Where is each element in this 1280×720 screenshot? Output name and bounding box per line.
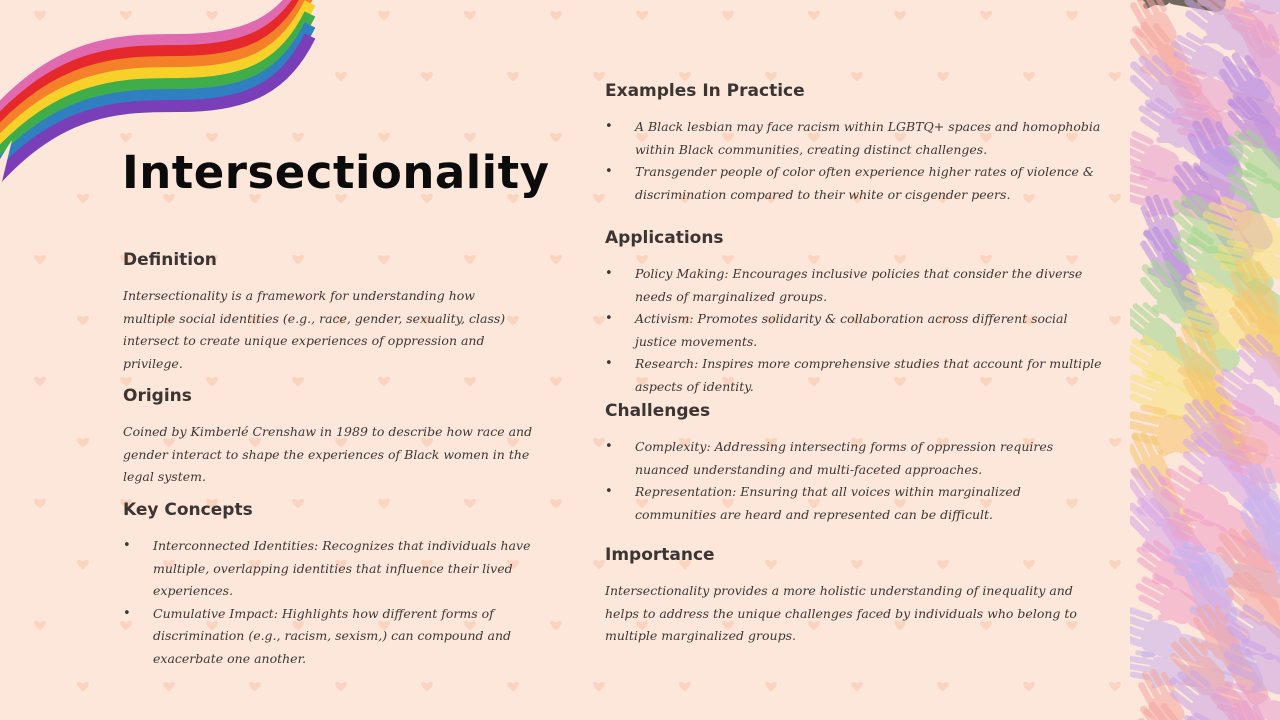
definition-heading: Definition — [123, 250, 217, 270]
list-item: • A Black lesbian may face racism within LGBTQ+ spaces and homophobia within Black communities, creating distinct challenges. — [605, 116, 1105, 161]
raised-hands-decoration — [1130, 0, 1280, 720]
definition-text: Intersectionality is a framework for understanding how multiple social identities (e.g., race, gender, sexuality, class) intersect to create unique experiences of oppression and privilege. — [123, 288, 506, 371]
challenges-list — [605, 436, 1105, 526]
challenges-heading: Challenges — [605, 401, 711, 421]
origins-heading: Origins — [123, 386, 192, 406]
applications-heading: Applications — [605, 228, 724, 248]
list-item: • Interconnected Identities: Recognizes that individuals have multiple, overlapping identities that influence their lived experiences. — [123, 535, 543, 603]
list-item: • Activism: Promotes solidarity & collaboration across different social justice movements. — [605, 308, 1110, 353]
list-item: • Transgender people of color often experience higher rates of violence & discrimination compared to their white or cisgender peers. — [605, 161, 1105, 206]
page-title: Intersectionality — [122, 146, 550, 199]
importance-heading: Importance — [605, 545, 715, 565]
key-concepts-list — [123, 535, 543, 670]
list-item: • Policy Making: Encourages inclusive policies that consider the diverse needs of marginalized groups. — [605, 263, 1110, 308]
examples-list — [605, 116, 1105, 206]
list-item: • Cumulative Impact: Highlights how different forms of discrimination (e.g., racism, sexism,) can compound and exacerbate one another. — [123, 603, 543, 671]
examples-heading: Examples In Practice — [605, 81, 805, 101]
list-item: • Representation: Ensuring that all voices within marginalized communities are heard and represented can be difficult. — [605, 481, 1105, 526]
origins-text: Coined by Kimberlé Crenshaw in 1989 to describe how race and gender interact to shape the experiences of Black women in the legal system. — [123, 424, 533, 484]
applications-list — [605, 263, 1110, 398]
list-item: • Complexity: Addressing intersecting forms of oppression requires nuanced understanding and multi-faceted approaches. — [605, 436, 1105, 481]
key-concepts-heading: Key Concepts — [123, 500, 253, 520]
list-item: • Research: Inspires more comprehensive studies that account for multiple aspects of identity. — [605, 353, 1110, 398]
importance-text: Intersectionality provides a more holistic understanding of inequality and helps to address the unique challenges faced by individuals who belong to multiple marginalized groups. — [605, 583, 1077, 643]
